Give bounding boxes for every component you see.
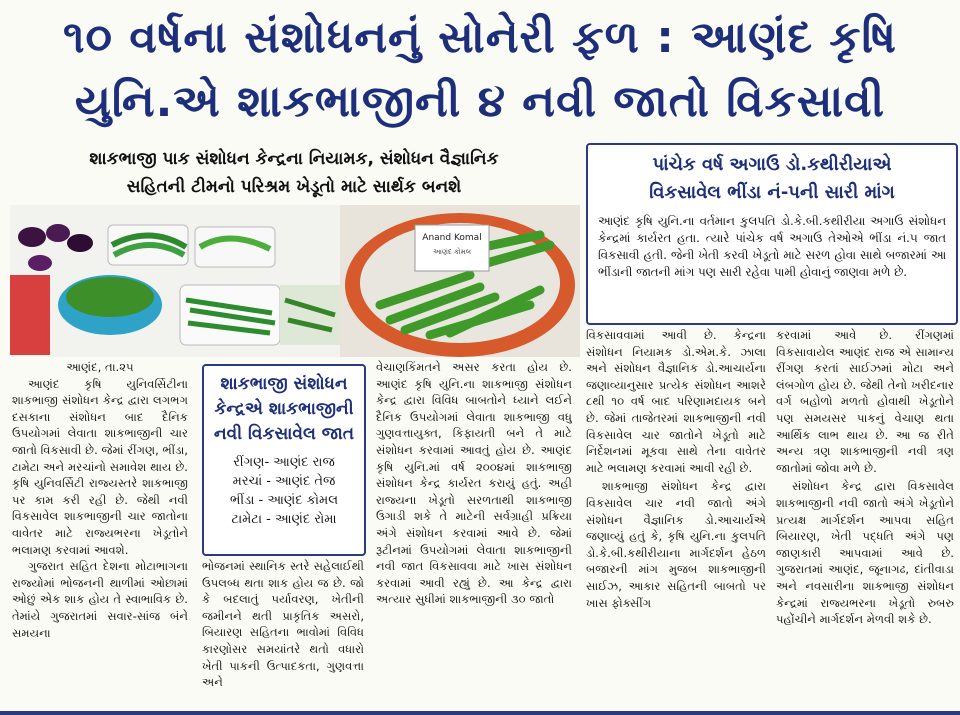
varieties-list	[204, 453, 364, 529]
article-column-5	[776, 327, 954, 707]
article-column-4	[586, 327, 766, 707]
photo-label-name: Anand Komal	[422, 233, 482, 243]
variety-item: ટામેટા - આણંદ રોમા	[231, 512, 337, 527]
headline-line-2: યુનિ.એ શાકભાજીની ૪ નવી જાતો વિકસાવી	[74, 76, 886, 127]
variety-item: ભીંડા - આણંદ કોમલ	[229, 493, 339, 508]
article-paragraph: વિકસાવવામાં આવી છે. કેન્દ્રના સંશોધન નિયામક ડો.એમ.કે. ઝાલા અને સંશોધન વૈજ્ઞાનિક ડો.આચાર્યના જણાવ્યાનુસાર પ્રત્યેક સંશોધન આશરે ૮થી ૧૦ વર્ષ બાદ પરિણામદાયક બને છે. જેમાં તાજેતરમાં શાકભાજીની નવી વિકસાવેલ ચાર જાતોને ખેડૂતો માટે નિર્દેશનમાં મૂકવા સાથે તેના વાવેતર માટે ભલામણ કરવામાં આવી રહી છે.	[586, 328, 766, 475]
dateline: આણંદ, તા.૨૫	[66, 360, 134, 374]
variety-item: રીંગણ- આણંદ રાજ	[233, 455, 335, 470]
headline-line-1: ૧૦ વર્ષના સંશોધનનું સોનેરી ફળ : આણંદ કૃષિ	[63, 12, 897, 63]
okra-box-body: આણંદ કૃષિ યુનિ.ના વર્તમાન કુલપતિ ડો.કે.બી.કથીરીયા અગાઉ સંશોધન કેન્દ્રમાં કાર્યરત હતા. ત્યારે પાંચેક વર્ષ અગાઉ તેઓએ ભીંડા નં.૫ જાત વિકસાવી હતી. જેની ખેતી કરવી ખેડૂતો માટે સરળ હોવા સાથે બજારમાં આ ભીંડાની જાતની માંગ પણ સારી રહેવા પામી હોવાનું જાણવા મળે છે.	[598, 214, 946, 279]
article-paragraph: આણંદ કૃષિ યુનિવર્સિટીના શાકભાજી સંશોધન કેન્દ્ર દ્વારા લગભગ દસકાના સંશોધન બાદ દૈનિક ઉપયોગમાં લેવાતા શાકભાજીની ચાર જાતો વિકસાવી છે. જેમાં રીંગણ, ભીંડા, ટામેટા અને મરચાંનો સમાવેશ થાય છે. કૃષિ યુનિવર્સિટી રાજ્યસ્તરે શાકભાજી પર કામ કરી રહી છે. જેથી નવી વિકસાવેલ શાકભાજીની ચાર જાતોના વાવેતર માટે રાજ્યભરના ખેડૂતોને ભલામણ કરવામાં આવશે.	[12, 376, 188, 557]
photo-label-sub: આણંદ કોમલ	[432, 248, 472, 256]
subheading-line-2: સહિતની ટીમનો પરિશ્રમ ખેડૂતો માટે સાર્થક બનશે	[126, 177, 462, 197]
bottom-border	[0, 711, 960, 715]
article-paragraph: વેચાણકિંમતને અસર કરતા હોય છે. આણંદ કૃષિ યુનિ.ના શાકભાજી સંશોધન કેન્દ્ર દ્વારા વિવિધ બાબતોને ધ્યાને લઈને દૈનિક ઉપયોગમાં લેવાતા શાકભાજી વધુ ગુણવત્તાયુક્ત, કિફાયતી બને તે માટે સંશોધન કરવામાં આવતું હોય છે. આણંદ કૃષિ યુનિ.માં વર્ષ ૨૦૦૪માં શાકભાજી સંશોધન કેન્દ્ર કાર્યરત કરાયું હતું. અહી રાજ્યના ખેડૂતો સરળતાથી શાકભાજી ઉગાડી શકે તે માટેની સર્વગ્રાહી પ્રક્રિયા અંગે સંશોધન કરવામાં આવે છે. જેમાં રૂટીનમાં ઉપયોગમાં લેવાતા શાકભાજીની નવી જાત વિકસાવવા માટે ખાસ સંશોધન કરવામાં આવી રહ્યું છે. આ કેન્દ્ર દ્વારા અત્યાર સુધીમાં શાકભાજીની ૩૦ જાતો	[376, 360, 572, 607]
article-paragraph: શાકભાજી સંશોધન કેન્દ્ર દ્વારા વિકસાવેલ ચાર નવી જાતો અંગે સંશોધન વૈજ્ઞાનિક ડો.આચાર્યએ જણાવ્યું હતું કે, કૃષિ યુનિ.ના કુલપતિ ડો.કે.બી.કથીરીયાના માર્ગદર્શન હેઠળ બજારની માંગ મુજબ શાકભાજીની સાઈઝ, આકાર સહિતની બાબતો પર ખાસ ફોક્સીંગ	[586, 479, 766, 610]
article-column-1	[12, 359, 188, 705]
varieties-title-3: નવી વિકસાવેલ જાત	[213, 424, 355, 444]
article-paragraph: ભોજનમાં સ્થાનિક સ્તરે સહેલાઈથી ઉપલબ્ધ થતા શાક હોય જ છે. જો કે બદલાતું પર્યાવરણ, ખેતીની જમીનને થતી પ્રાકૃતિક અસરો, બિયારણ સહિતના ભાવોમાં વિવિધ કારણોસર સમયાંતરે થતો વધારો ખેતી પાકની ઉત્પાદકતા, ગુણવત્તા અને	[202, 559, 364, 690]
vegetables-photo	[10, 205, 580, 357]
article-column-2	[202, 558, 364, 706]
article-paragraph: સંશોધન કેન્દ્ર દ્વારા વિકસાવેલ શાકભાજીની નવી જાતો અંગે ખેડૂતોને પ્રત્યક્ષ માર્ગદર્શન આપવા સહિત બિયારણ, ખેતી પદ્ધતિ અંગે પણ જાણકારી આપવામાં આવે છે. ગુજરાતમાં આણંદ, જૂનાગઢ, દાંતીવાડા અને નવસારીના શાકભાજી સંશોધન કેન્દ્રમાં રાજ્યભરના ખેડૂતો રુબરુ પહોંચીને માર્ગદર્શન મેળવી શકે છે.	[776, 479, 954, 627]
article-paragraph: કરવામાં આવે છે. રીંગણમાં વિકસાવાયેલ આણંદ રાજ એ સામાન્ય રીંગણ કરતાં સાઈઝમાં મોટા અને લંબગોળ હોય છે. જેથી તેનો ખરીદનાર વર્ગ બહોળો મળતો હોવાથી ખેડૂતોને પણ સમયસર પાકનું વેચાણ થતા આર્થિક લાભ થાય છે. આ જ રીતે અન્ય ત્રણ શાકભાજીની નવી ત્રણ જાતોમાં જોવા મળે છે.	[776, 328, 954, 475]
okra-box-title-2: વિકસાવેલ ભીંડા નં-પની સારી માંગ	[649, 182, 895, 203]
variety-item: મરચાં - આણંદ તેજ	[232, 474, 336, 489]
article-column-3	[376, 359, 572, 705]
varieties-title-2: કેન્દ્રએ શાકભાજીની	[214, 399, 354, 419]
vegetables-illustration	[10, 205, 580, 357]
okra-info-box	[586, 143, 958, 325]
subheading-line-1: શાકભાજી પાક સંશોધન કેન્દ્રના નિયામક, સંશોધન વૈજ્ઞાનિક	[89, 149, 499, 169]
new-varieties-box	[202, 364, 366, 556]
article-paragraph: ગુજરાત સહિત દેશના મોટાભાગના રાજ્યોમાં ભોજનની થાળીમાં ઓછામાં ઓછું એક શાક હોય તે સ્વાભાવિક છે. તેમાંયે ગુજરાતમાં સવાર-સાંજ બંને સમયના	[12, 559, 188, 640]
varieties-title-1: શાકભાજી સંશોધન	[220, 374, 348, 394]
okra-box-title-1: પાંચેક વર્ષ અગાઉ ડો.કથીરીયાએ	[652, 154, 892, 175]
